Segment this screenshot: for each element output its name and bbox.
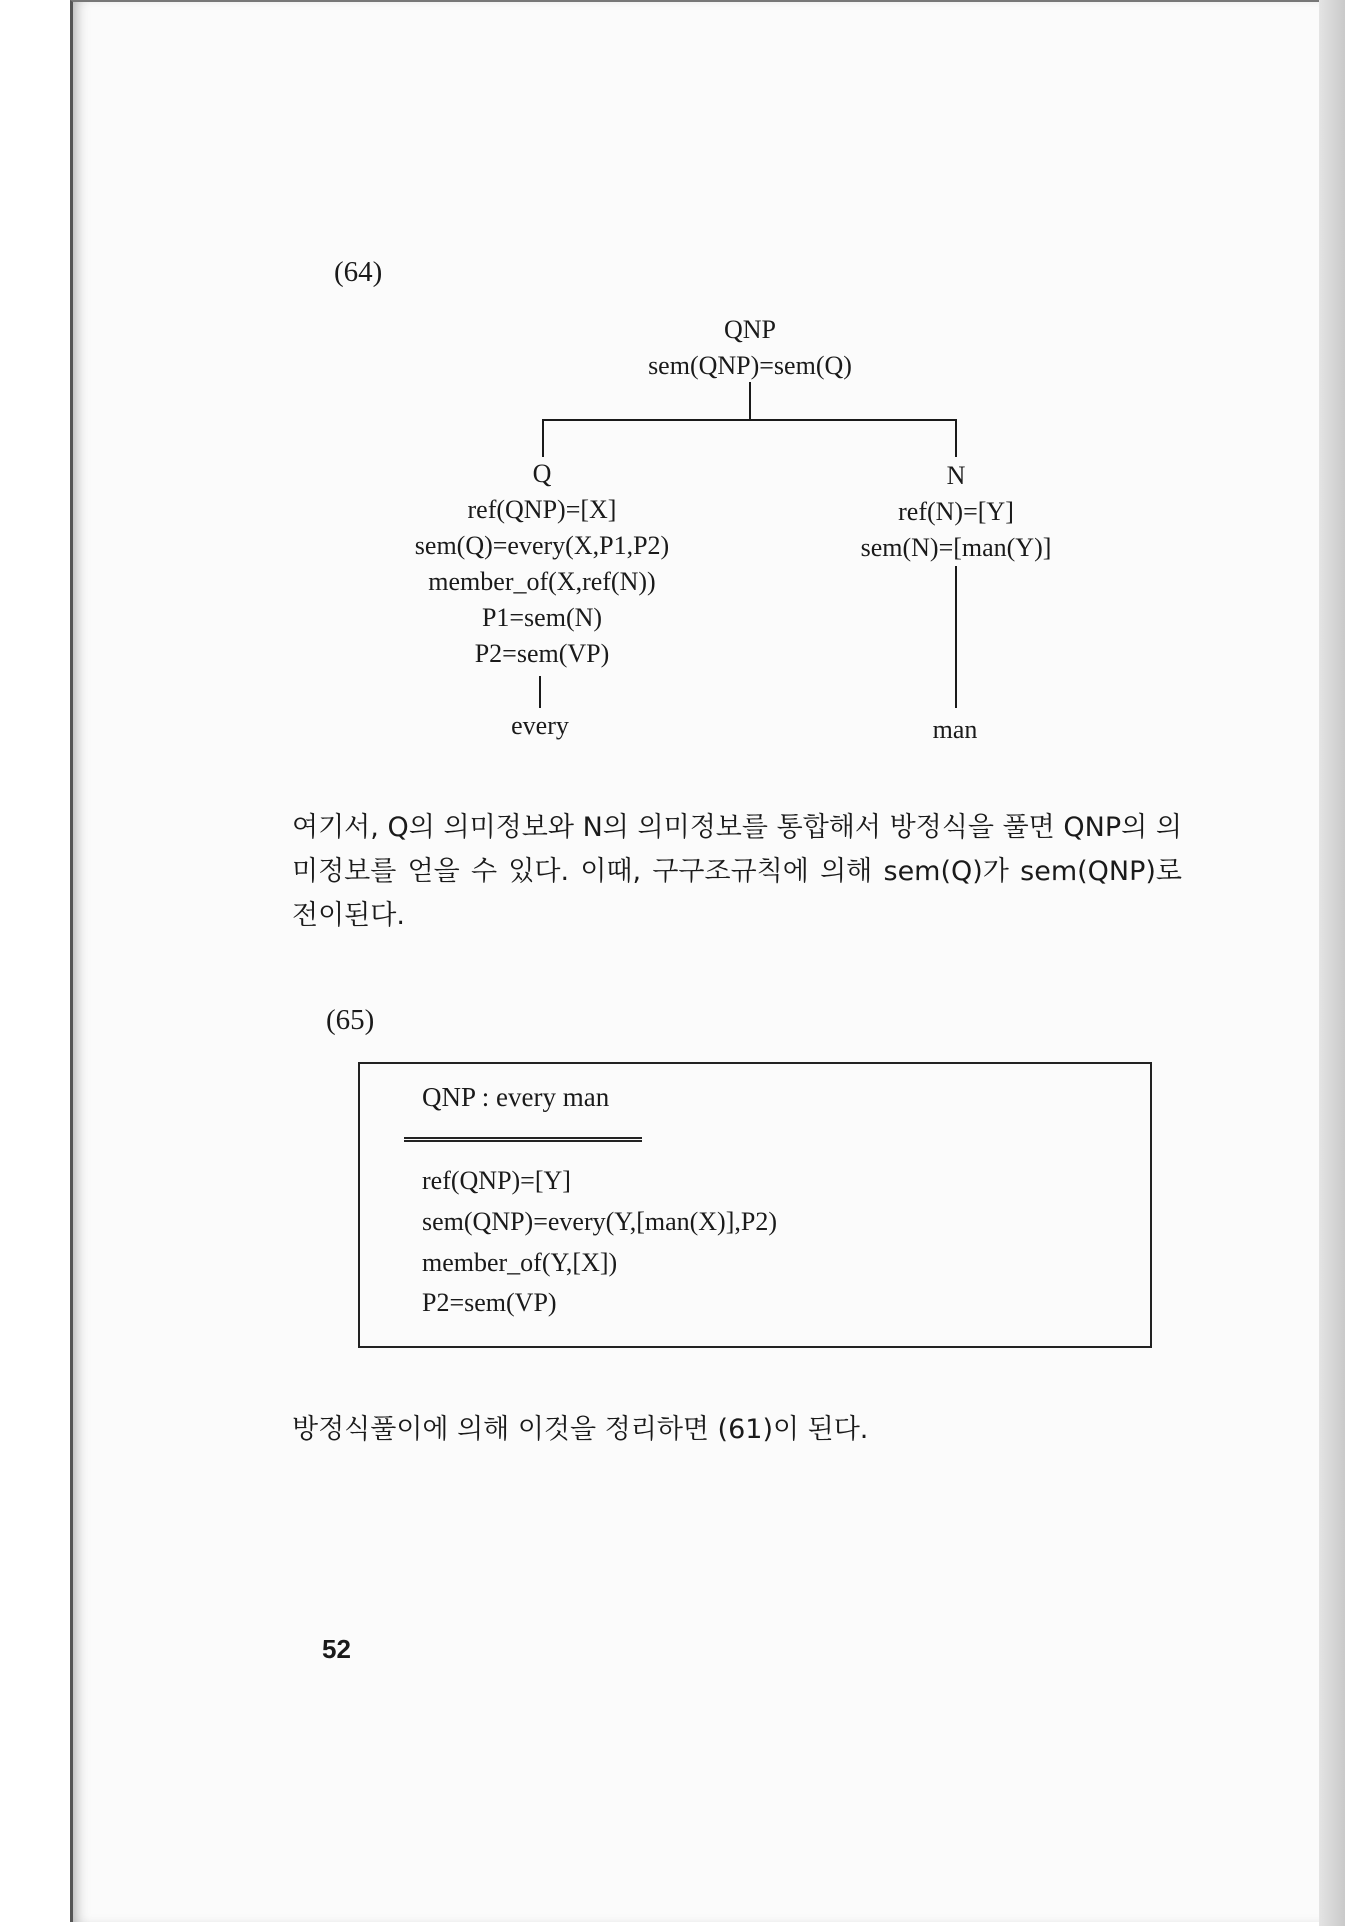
left-word: every <box>511 711 569 740</box>
box-line: P2=sem(VP) <box>422 1288 557 1317</box>
right-word-line <box>955 566 957 708</box>
page-edge <box>1319 0 1345 1926</box>
right-feature: sem(N)=[man(Y)] <box>860 533 1052 562</box>
root-stem-line <box>749 382 751 420</box>
book-page <box>70 0 1323 1922</box>
left-feature: member_of(X,ref(N)) <box>428 567 656 596</box>
left-feature: P1=sem(N) <box>481 603 603 632</box>
branch-line <box>542 419 957 421</box>
paragraph-1: 여기서, Q의 의미정보와 N의 의미정보를 통합해서 방정식을 풀면 QNP의 의미정보를 얻을 수 있다. 이때, 구구조규칙에 의해 sem(Q)가 sem(QNP)로 전이된다. <box>292 812 1182 931</box>
left-word-line <box>539 676 541 708</box>
root-category: QNP <box>723 315 776 344</box>
box-line: ref(QNP)=[Y] <box>422 1166 571 1195</box>
right-word: man <box>932 715 978 744</box>
box-line: sem(QNP)=every(Y,[man(X)],P2) <box>422 1207 777 1236</box>
box-line: member_of(Y,[X]) <box>422 1248 618 1277</box>
tree-root-node <box>600 312 900 384</box>
left-feature: sem(Q)=every(X,P1,P2) <box>414 531 670 560</box>
paragraph-2: 방정식풀이에 의해 이것을 정리하면 (61)이 된다. <box>292 1414 869 1445</box>
feature-box <box>358 1062 1152 1348</box>
tree-right-node <box>806 458 1106 566</box>
right-branch-line <box>955 419 957 457</box>
left-branch-line <box>542 419 544 457</box>
left-category: Q <box>532 459 552 488</box>
left-feature: ref(QNP)=[X] <box>467 495 617 524</box>
right-category: N <box>946 461 966 490</box>
example-64-label: (64) <box>334 256 383 288</box>
root-feature: sem(QNP)=sem(Q) <box>648 351 852 380</box>
right-feature: ref(N)=[Y] <box>898 497 1014 526</box>
example-65-label: (65) <box>326 1004 375 1036</box>
double-rule <box>404 1137 642 1142</box>
page-number: 52 <box>322 1634 351 1664</box>
box-title: QNP : every man <box>422 1082 610 1112</box>
left-feature: P2=sem(VP) <box>474 639 610 668</box>
tree-left-node <box>342 456 742 672</box>
